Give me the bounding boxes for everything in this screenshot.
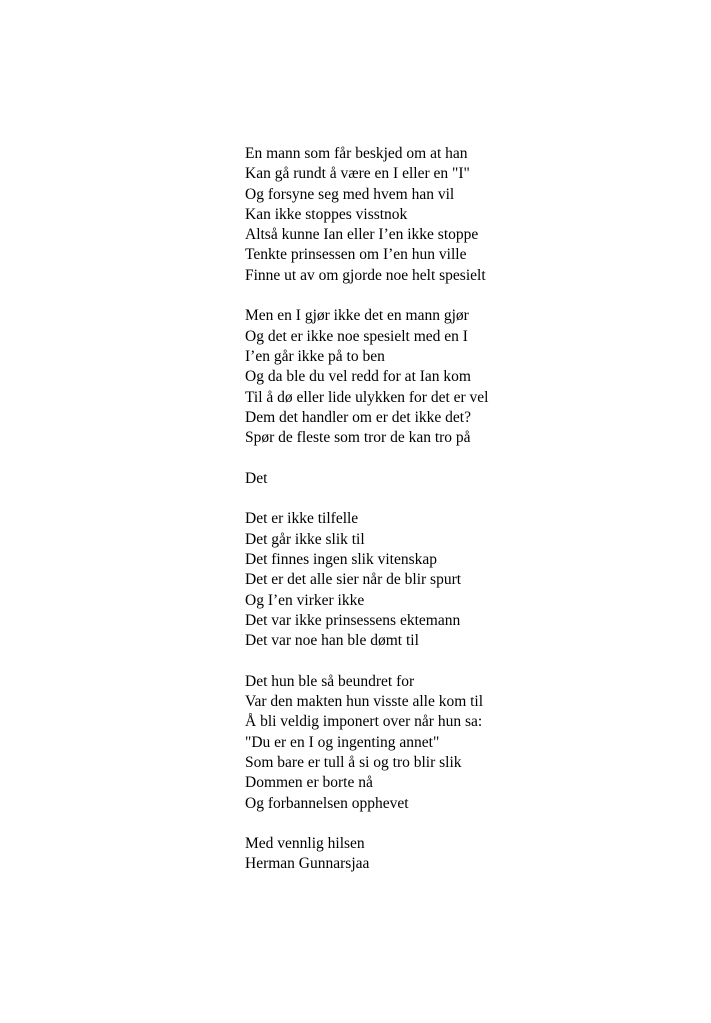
poem-line: Å bli veldig imponert over når hun sa: bbox=[245, 713, 483, 731]
stanza-3 bbox=[245, 469, 545, 489]
poem-line: Til å dø eller lide ulykken for det er vel bbox=[245, 388, 489, 406]
poem-line: Og forbannelsen opphevet bbox=[245, 794, 409, 812]
poem-line: Og forsyne seg med hvem han vil bbox=[245, 185, 455, 203]
poem-line: Og da ble du vel redd for at Ian kom bbox=[245, 368, 471, 386]
poem-line: Det bbox=[245, 469, 268, 487]
stanza-4 bbox=[245, 509, 545, 651]
closing-line: Med vennlig hilsen bbox=[245, 835, 365, 853]
poem-line: Det er det alle sier når de blir spurt bbox=[245, 571, 462, 589]
poem-line: Altså kunne Ian eller I’en ikke stoppe bbox=[245, 226, 479, 244]
stanza-1 bbox=[245, 144, 545, 286]
poem-line: Tenkte prinsessen om I’en hun ville bbox=[245, 246, 467, 264]
poem-line: Det er ikke tilfelle bbox=[245, 510, 359, 528]
stanza-2 bbox=[245, 306, 545, 448]
poem-line: Det går ikke slik til bbox=[245, 530, 365, 548]
poem-line: Det finnes ingen slik vitenskap bbox=[245, 550, 437, 568]
poem-line: Det var ikke prinsessens ektemann bbox=[245, 611, 461, 629]
stanza-5 bbox=[245, 672, 545, 814]
poem-line: Kan gå rundt å være en I eller en "I" bbox=[245, 165, 470, 183]
poem-line: Dem det handler om er det ikke det? bbox=[245, 408, 471, 426]
poem-line: I’en går ikke på to ben bbox=[245, 347, 385, 365]
signature-name: Herman Gunnarsjaa bbox=[245, 855, 370, 873]
poem-line: En mann som får beskjed om at han bbox=[245, 145, 468, 162]
poem-line: Og I’en virker ikke bbox=[245, 591, 365, 609]
poem-line: Dommen er borte nå bbox=[245, 774, 373, 792]
poem-line: Kan ikke stoppes visstnok bbox=[245, 205, 408, 223]
poem-line: Var den makten hun visste alle kom til bbox=[245, 693, 484, 711]
poem-line: "Du er en I og ingenting annet" bbox=[245, 733, 440, 751]
poem-line: Spør de fleste som tror de kan tro på bbox=[245, 429, 471, 447]
poem-line: Det hun ble så beundret for bbox=[245, 672, 415, 690]
poem-line: Finne ut av om gjorde noe helt spesielt bbox=[245, 266, 486, 284]
poem-line: Det var noe han ble dømt til bbox=[245, 632, 419, 650]
poem-line: Og det er ikke noe spesielt med en I bbox=[245, 327, 468, 345]
signature-block bbox=[245, 834, 545, 875]
poem-line: Men en I gjør ikke det en mann gjør bbox=[245, 307, 469, 325]
poem-text bbox=[245, 144, 545, 875]
poem-line: Som bare er tull å si og tro blir slik bbox=[245, 753, 462, 771]
